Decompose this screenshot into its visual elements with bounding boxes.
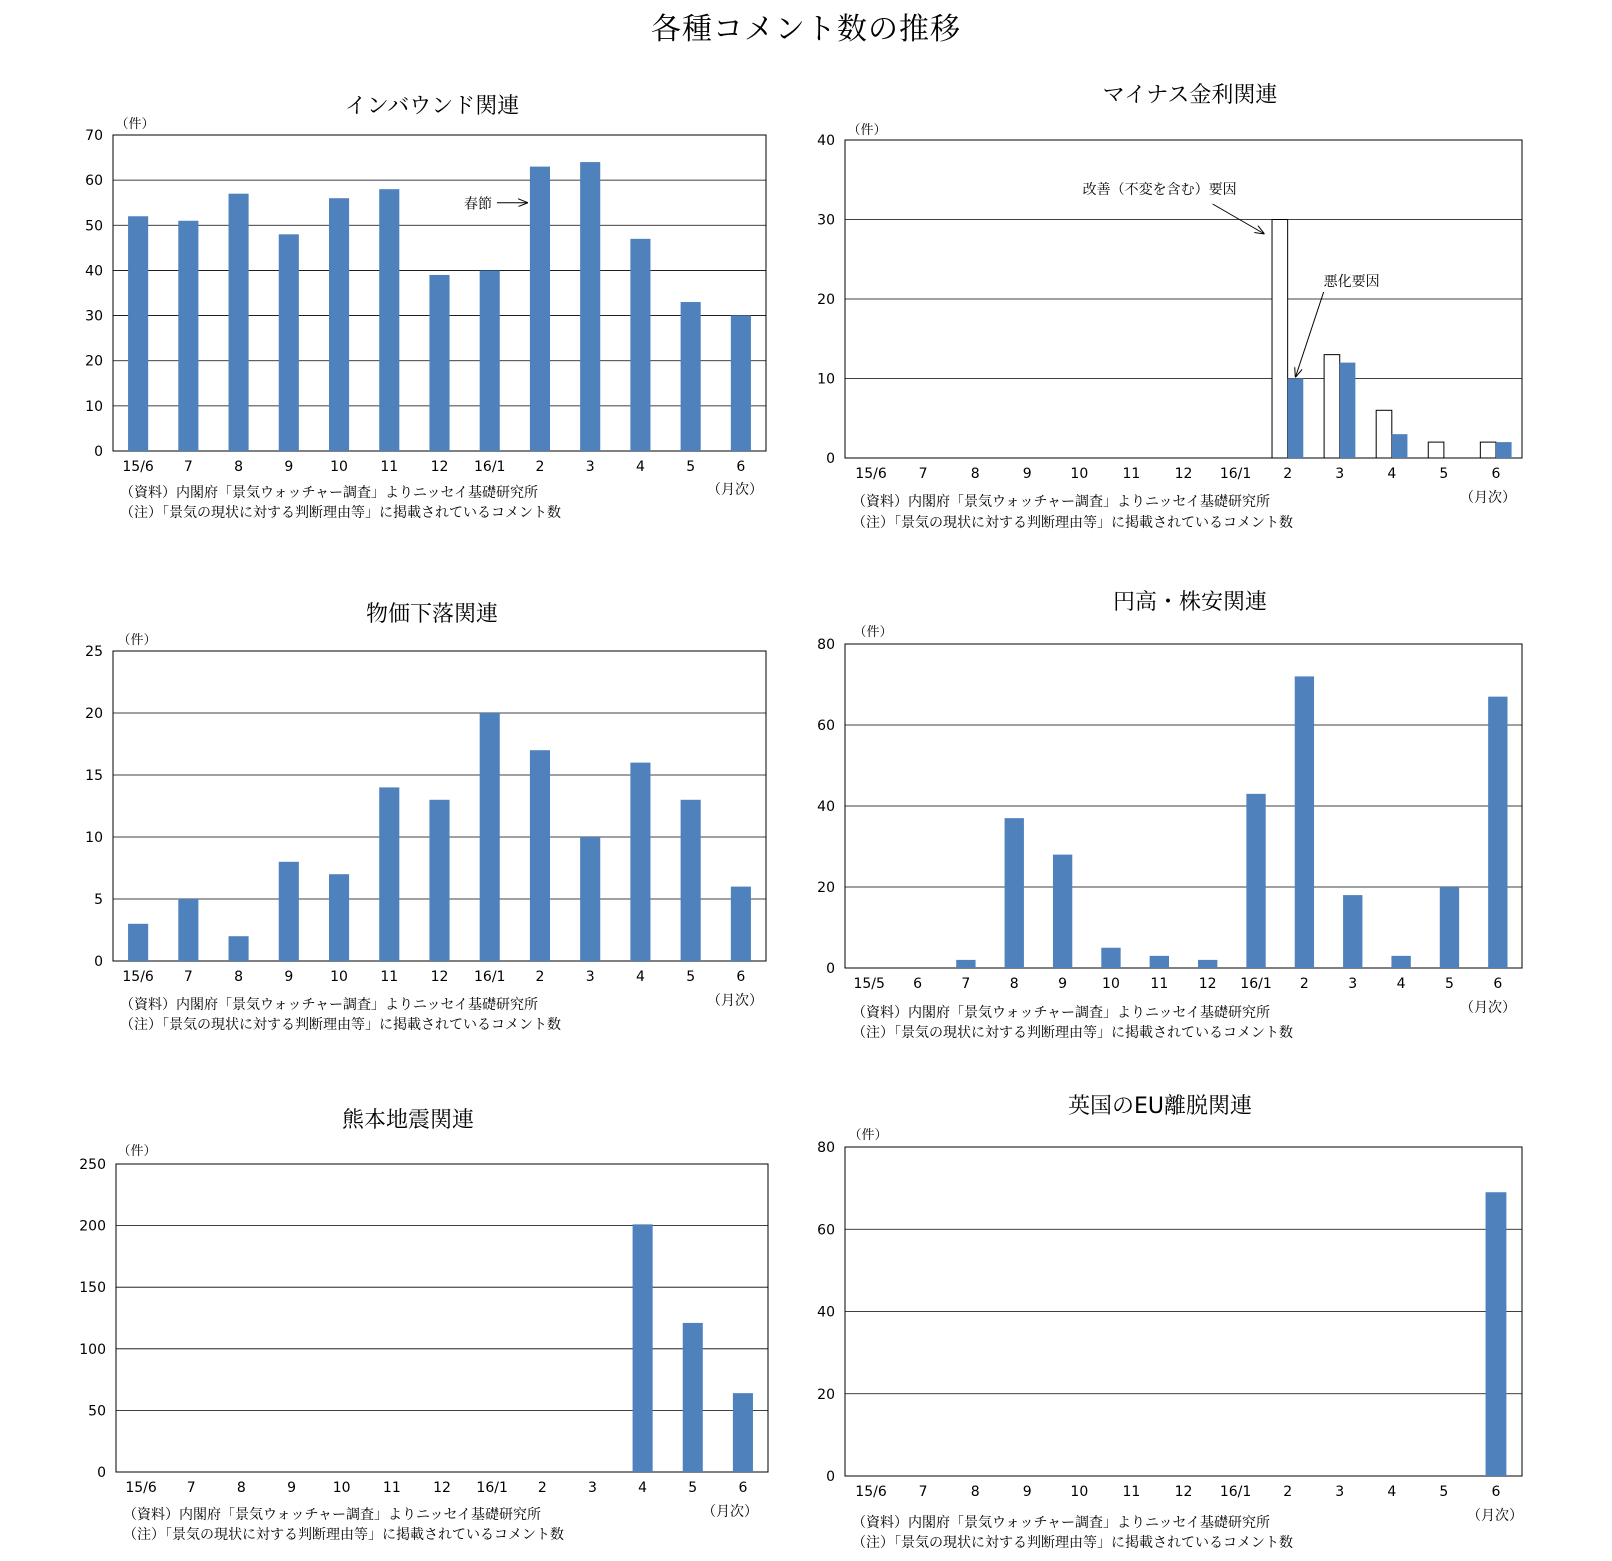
x-tick-label: 12 — [430, 969, 449, 985]
x-tick-label: 16/1 — [1219, 1484, 1252, 1500]
y-tick-label: 250 — [79, 1157, 106, 1173]
bar — [128, 216, 148, 451]
x-tick-label: 8 — [234, 459, 244, 475]
footnote: （注）「景気の現状に対する判断理由等」に掲載されているコメント数 — [120, 1017, 561, 1033]
x-tick-label: 5 — [686, 459, 696, 475]
x-tick-label: 10 — [1070, 1484, 1089, 1500]
x-tick-label: 11 — [1122, 1484, 1141, 1500]
bar — [1428, 442, 1444, 458]
bar — [1343, 895, 1362, 968]
chart-title: インバウンド関連 — [344, 94, 520, 119]
y-axis-unit-label: （件） — [848, 1128, 888, 1143]
x-tick-label: 6 — [913, 976, 922, 992]
y-tick-label: 10 — [85, 398, 103, 415]
x-axis-label: （月次） — [1467, 1508, 1523, 1524]
x-tick-label: 15/5 — [853, 976, 885, 992]
bar — [1101, 948, 1120, 968]
bar — [480, 270, 500, 451]
x-tick-label: 6 — [1491, 466, 1501, 482]
bar — [1150, 956, 1169, 968]
bar — [379, 787, 399, 961]
y-tick-label: 20 — [85, 706, 103, 722]
x-tick-label: 11 — [1122, 466, 1141, 482]
y-tick-label: 200 — [79, 1218, 106, 1235]
x-tick-label: 3 — [1335, 1484, 1345, 1500]
y-axis-unit-label: （件） — [853, 625, 893, 640]
y-axis-unit-label: （件） — [847, 123, 887, 138]
bar — [1005, 818, 1024, 968]
x-tick-label: 11 — [380, 969, 399, 985]
bar — [580, 837, 600, 961]
x-tick-label: 5 — [1439, 1484, 1449, 1500]
chart-title: 物価下落関連 — [365, 602, 499, 627]
bar — [329, 198, 349, 451]
x-tick-label: 16/1 — [1240, 976, 1272, 992]
x-tick-label: 10 — [332, 1480, 351, 1496]
y-tick-label: 5 — [94, 892, 103, 908]
x-tick-label: 2 — [535, 459, 545, 475]
footnote: （注）「景気の現状に対する判断理由等」に掲載されているコメント数 — [852, 515, 1293, 531]
chart-title: 熊本地震関連 — [341, 1108, 475, 1133]
x-tick-label: 11 — [380, 459, 399, 475]
y-tick-label: 80 — [817, 1140, 835, 1156]
bar — [731, 887, 751, 961]
bar — [681, 302, 701, 451]
footnote: （注）「景気の現状に対する判断理由等」に掲載されているコメント数 — [120, 505, 561, 521]
bar — [128, 924, 148, 961]
bar — [1272, 220, 1288, 459]
annotation-label: 悪化要因 — [1323, 274, 1380, 290]
x-tick-label: 10 — [1070, 466, 1089, 482]
bar — [1340, 363, 1356, 458]
y-tick-label: 40 — [817, 799, 835, 815]
y-tick-label: 60 — [85, 173, 103, 190]
y-tick-label: 50 — [85, 218, 103, 235]
bar — [229, 936, 249, 961]
x-tick-label: 4 — [1387, 1484, 1397, 1500]
x-tick-label: 7 — [918, 466, 928, 482]
x-tick-label: 5 — [688, 1480, 698, 1496]
x-tick-label: 15/6 — [122, 459, 154, 475]
y-tick-label: 0 — [826, 1469, 835, 1485]
x-tick-label: 15/6 — [122, 969, 154, 985]
x-axis-label: （月次） — [707, 482, 763, 498]
bar — [630, 763, 650, 961]
bar — [379, 189, 399, 451]
chart-title: 英国のEU離脱関連 — [1067, 1094, 1253, 1119]
y-tick-label: 40 — [817, 1304, 835, 1321]
y-tick-label: 20 — [85, 353, 103, 370]
x-axis-label: （月次） — [707, 993, 763, 1009]
x-tick-label: 9 — [1058, 976, 1068, 992]
x-axis-label: （月次） — [1460, 490, 1516, 506]
x-tick-label: 2 — [1299, 976, 1309, 992]
x-tick-label: 7 — [961, 976, 971, 992]
bar — [731, 316, 751, 451]
y-tick-label: 15 — [85, 768, 103, 784]
source-note: （資料）内閣府「景気ウォッチャー調査」よりニッセイ基礎研究所 — [120, 485, 539, 501]
x-tick-label: 10 — [330, 459, 348, 475]
x-tick-label: 3 — [585, 969, 595, 985]
x-tick-label: 12 — [430, 459, 449, 475]
x-tick-label: 16/1 — [476, 1480, 508, 1496]
x-tick-label: 6 — [736, 459, 746, 475]
x-tick-label: 12 — [1174, 466, 1193, 482]
x-tick-label: 10 — [330, 969, 348, 985]
bar — [630, 239, 650, 451]
bar — [1376, 410, 1392, 458]
bar — [1288, 379, 1304, 459]
y-tick-label: 0 — [97, 1465, 106, 1481]
x-tick-label: 3 — [585, 459, 595, 475]
bar — [683, 1323, 703, 1472]
bar — [1246, 794, 1265, 968]
plot-area-frame — [116, 1164, 768, 1472]
x-tick-label: 3 — [588, 1480, 597, 1496]
y-tick-label: 20 — [817, 880, 835, 896]
bar — [1391, 956, 1410, 968]
x-tick-label: 9 — [1022, 1484, 1032, 1500]
bar — [1392, 434, 1408, 458]
x-tick-label: 8 — [1009, 976, 1019, 992]
y-axis-unit-label: （件） — [117, 1144, 157, 1159]
bar — [956, 960, 975, 968]
bar — [1480, 442, 1496, 458]
bar — [178, 221, 198, 451]
x-tick-label: 5 — [686, 969, 696, 985]
x-tick-label: 2 — [535, 969, 545, 985]
bar — [580, 162, 600, 451]
bar — [1496, 442, 1512, 458]
x-tick-label: 4 — [1387, 466, 1397, 482]
y-tick-label: 0 — [94, 954, 103, 970]
x-tick-label: 4 — [638, 1480, 648, 1496]
y-tick-label: 60 — [817, 1222, 835, 1239]
x-tick-label: 12 — [1198, 976, 1217, 992]
bar — [1198, 960, 1217, 968]
y-tick-label: 20 — [817, 292, 835, 308]
x-tick-label: 12 — [433, 1480, 451, 1496]
source-note: （資料）内閣府「景気ウォッチャー調査」よりニッセイ基礎研究所 — [123, 1507, 542, 1523]
x-tick-label: 8 — [234, 969, 244, 985]
annotation-label: 春節 — [463, 196, 492, 213]
x-tick-label: 12 — [1174, 1484, 1193, 1500]
bar — [480, 713, 500, 961]
y-tick-label: 150 — [79, 1280, 106, 1297]
x-tick-label: 7 — [183, 969, 193, 985]
bar — [530, 167, 550, 451]
x-tick-label: 11 — [1150, 976, 1169, 992]
bar — [229, 194, 249, 451]
footnote: （注）「景気の現状に対する判断理由等」に掲載されているコメント数 — [852, 1025, 1293, 1041]
y-tick-label: 100 — [79, 1341, 106, 1358]
bar — [1440, 887, 1459, 968]
bar — [429, 275, 449, 451]
x-tick-label: 5 — [1445, 976, 1454, 992]
y-tick-label: 40 — [817, 133, 835, 149]
source-note: （資料）内閣府「景気ウォッチャー調査」よりニッセイ基礎研究所 — [852, 494, 1271, 510]
bar — [1486, 1192, 1507, 1476]
x-tick-label: 9 — [1022, 466, 1032, 482]
x-tick-label: 4 — [635, 969, 645, 985]
x-tick-label: 2 — [537, 1480, 547, 1496]
y-tick-label: 20 — [817, 1386, 835, 1403]
y-tick-label: 60 — [817, 718, 835, 734]
x-tick-label: 3 — [1335, 466, 1345, 482]
x-tick-label: 3 — [1348, 976, 1358, 992]
chart-title: 円高・株安関連 — [1112, 590, 1268, 615]
x-tick-label: 16/1 — [474, 969, 506, 985]
bar — [681, 800, 701, 961]
bar — [1053, 855, 1072, 968]
y-tick-label: 25 — [85, 644, 103, 660]
bar — [530, 750, 550, 961]
source-note: （資料）内閣府「景気ウォッチャー調査」よりニッセイ基礎研究所 — [120, 997, 539, 1013]
x-tick-label: 16/1 — [1219, 466, 1252, 482]
x-tick-label: 4 — [635, 459, 645, 475]
source-note: （資料）内閣府「景気ウォッチャー調査」よりニッセイ基礎研究所 — [852, 1005, 1271, 1021]
bar — [1488, 697, 1507, 968]
bar — [329, 874, 349, 961]
x-tick-label: 6 — [1493, 976, 1503, 992]
x-tick-label: 7 — [918, 1484, 928, 1500]
source-note: （資料）内閣府「景気ウォッチャー調査」よりニッセイ基礎研究所 — [852, 1515, 1271, 1531]
y-tick-label: 0 — [826, 451, 835, 467]
y-tick-label: 80 — [817, 637, 835, 653]
bar — [429, 800, 449, 961]
y-tick-label: 30 — [817, 212, 835, 229]
x-tick-label: 7 — [186, 1480, 196, 1496]
bar — [1324, 355, 1340, 458]
y-tick-label: 70 — [85, 128, 103, 144]
x-tick-label: 6 — [736, 969, 746, 985]
y-axis-unit-label: （件） — [117, 633, 157, 648]
x-tick-label: 6 — [738, 1480, 748, 1496]
bar — [633, 1224, 653, 1472]
x-tick-label: 6 — [1491, 1484, 1501, 1500]
x-tick-label: 4 — [1396, 976, 1406, 992]
bar — [1295, 676, 1314, 968]
y-tick-label: 30 — [85, 308, 103, 325]
x-tick-label: 5 — [1439, 466, 1449, 482]
page-title: 各種コメント数の推移 — [651, 12, 961, 47]
x-tick-label: 2 — [1283, 466, 1293, 482]
x-tick-label: 11 — [382, 1480, 401, 1496]
x-tick-label: 15/6 — [125, 1480, 157, 1496]
y-tick-label: 40 — [85, 263, 103, 280]
annotation-arrow — [1213, 204, 1264, 234]
chart-title: マイナス金利関連 — [1102, 83, 1278, 108]
x-tick-label: 9 — [287, 1480, 296, 1496]
y-tick-label: 50 — [88, 1403, 106, 1420]
y-tick-label: 10 — [817, 371, 835, 388]
x-tick-label: 8 — [970, 466, 980, 482]
annotation-arrow — [1296, 292, 1324, 377]
y-tick-label: 0 — [94, 444, 103, 460]
footnote: （注）「景気の現状に対する判断理由等」に掲載されているコメント数 — [123, 1527, 564, 1543]
x-tick-label: 15/6 — [855, 466, 887, 482]
x-axis-label: （月次） — [1460, 1000, 1516, 1016]
x-tick-label: 2 — [1283, 1484, 1293, 1500]
x-tick-label: 9 — [284, 459, 294, 475]
y-tick-label: 0 — [826, 961, 835, 977]
bar — [733, 1393, 753, 1472]
bar — [279, 234, 299, 451]
bar — [279, 862, 299, 961]
annotation-label: 改善（不変を含む）要因 — [1082, 182, 1237, 198]
bar — [178, 899, 198, 961]
x-tick-label: 9 — [284, 969, 294, 985]
footnote: （注）「景気の現状に対する判断理由等」に掲載されているコメント数 — [852, 1535, 1293, 1551]
x-axis-label: （月次） — [702, 1504, 758, 1520]
x-tick-label: 10 — [1102, 976, 1120, 992]
x-tick-label: 8 — [970, 1484, 980, 1500]
x-tick-label: 15/6 — [855, 1484, 887, 1500]
x-tick-label: 8 — [236, 1480, 246, 1496]
x-tick-label: 7 — [183, 459, 193, 475]
x-tick-label: 16/1 — [474, 459, 506, 475]
y-axis-unit-label: （件） — [115, 117, 155, 132]
y-tick-label: 10 — [85, 830, 103, 846]
